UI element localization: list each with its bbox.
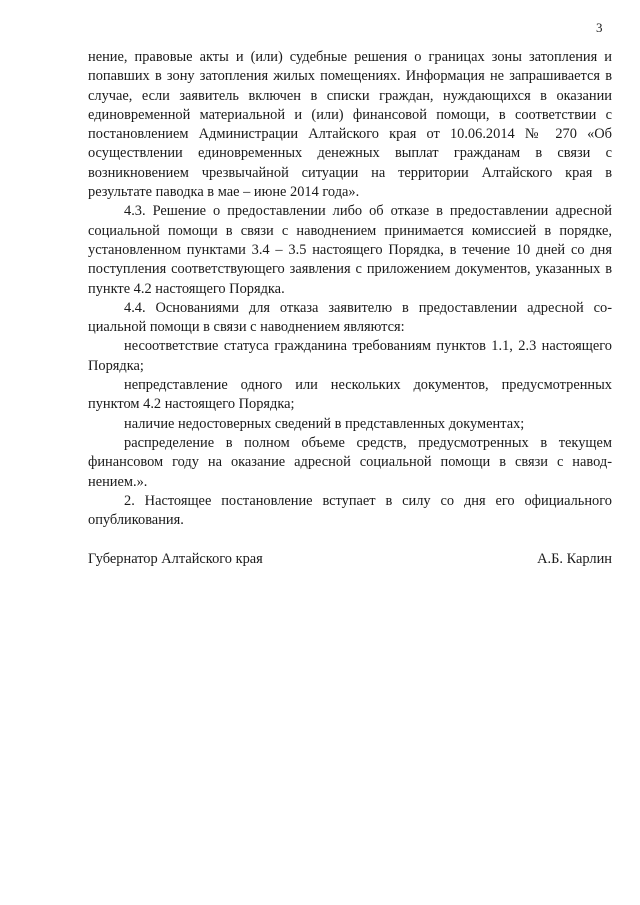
paragraph-2-effective: 2. Настоящее постановление вступает в силу со дня его официального опубликования.	[88, 492, 612, 529]
paragraph-continuation: нение, правовые акты и (или) судебные решения о границах зоны затопления и попавших в зону затопления жилых помещениях. Информация не запрашивается в случае, если заявитель включен в списки граждан, нуждающихся в оказании единовременной материальной и (или) финансовой помощи, в соответствии с постановлением Администрации Алтайского края от 10.06.2014 № 270 «Об осуществлении единовременных денежных выплат гражданам в связи с возникновением чрезвычайной ситуации на территории Алтайского края в результате паводка в мае – июне 2014 года».	[88, 49, 612, 201]
signatory-name: А.Б. Карлин	[537, 551, 612, 567]
paragraph-4-4: 4.4. Основаниями для отказа заявителю в предоставлении адресной социальной помощи в связи с наводнением являются:	[88, 299, 612, 336]
refusal-reason-documents: непредставление одного или нескольких документов, предусмотренных пунктом 4.2 настоящего Порядка;	[88, 377, 612, 413]
paragraph-4-3: 4.3. Решение о предоставлении либо об отказе в предоставлении адресной социальной помощи в связи с наводнением принимается комиссией в порядке, установленном пунктами 3.4 – 3.5 настоящего Порядка, в течение 10 дней со дня поступления соответствующего заявления с приложением документов, указанных в пункте 4.2 настоящего Порядка.	[88, 203, 612, 297]
refusal-reason-status: несоответствие статуса гражданина требованиям пунктов 1.1, 2.3 настоящего Порядка;	[88, 338, 612, 374]
signature-block	[88, 550, 612, 569]
document-body	[88, 48, 612, 530]
refusal-reason-false-info: наличие недостоверных сведений в представленных документах;	[124, 415, 525, 432]
refusal-reason-funds: распределение в полном объеме средств, предусмотренных в текущем финансовом году на оказание адресной социальной помощи в связи с наводнением.».	[88, 434, 612, 490]
page-number: 3	[596, 20, 603, 35]
signatory-position: Губернатор Алтайского края	[88, 551, 263, 567]
